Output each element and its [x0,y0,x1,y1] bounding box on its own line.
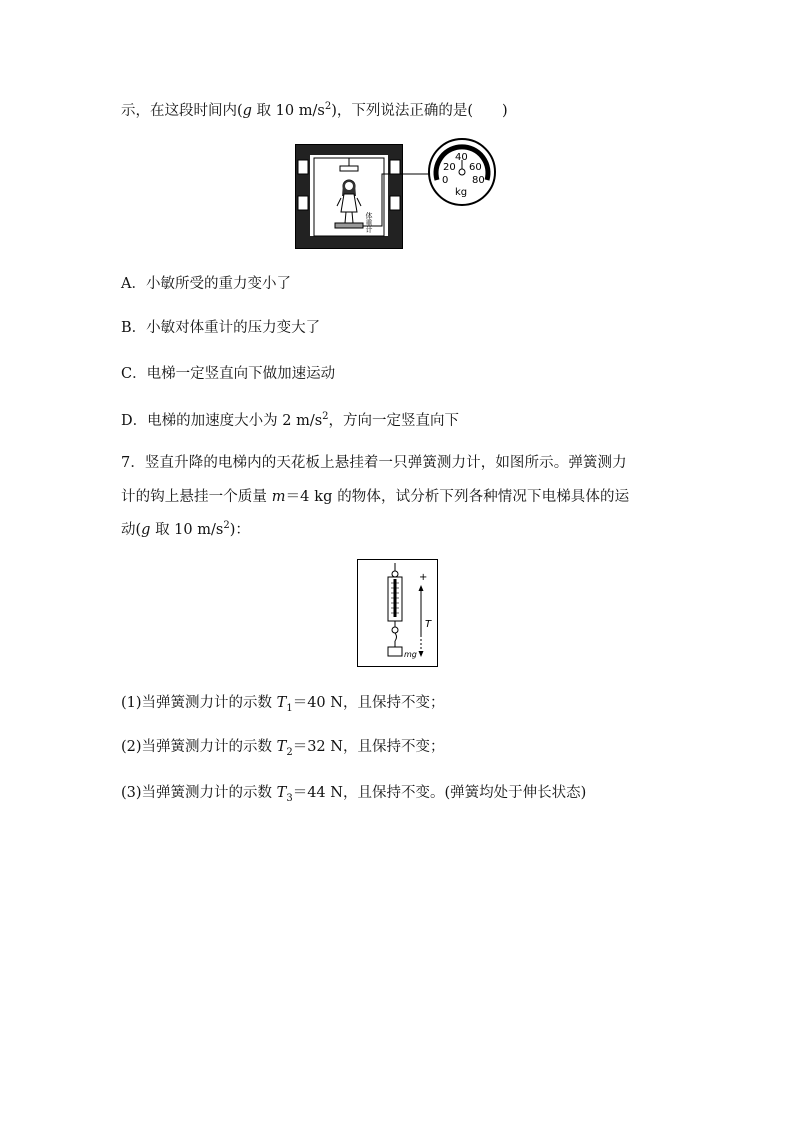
option-c: C．电梯一定竖直向下做加速运动 [121,366,336,382]
dial-tick-0: 0 [442,175,449,186]
elevator-scale-svg [294,138,500,250]
question-intro-line: 示，在这段时间内(g 取 10 $m/s^2$)，下列说法正确的是( ) [121,101,508,119]
dial-tick-20: 20 [443,162,456,173]
option-b: B．小敏对体重计的压力变大了 [121,320,321,336]
option-d: D．电梯的加速度大小为 2 $m/s^2$，方向一定竖直向下 [121,411,460,429]
positive-direction-label: + [419,572,428,583]
question-7-line-1: 7．竖直升降的电梯内的天花板上悬挂着一只弹簧测力计，如图所示。弹簧测力 [121,455,627,471]
dial-tick-80: 80 [472,175,485,186]
question-7-line-3: 动(g 取 10 $m/s^2$)： [121,520,250,538]
spring-balance-figure [357,559,438,667]
dial-unit: kg [455,187,468,198]
dial-tick-60: 60 [469,162,482,173]
spring-balance-svg [357,559,438,667]
sub-question-2: (2)当弹簧测力计的示数 $T_2=32$ N，且保持不变； [121,739,445,758]
option-a: A．小敏所受的重力变小了 [121,276,291,292]
sub-question-3: (3)当弹簧测力计的示数 $T_3=44$ N，且保持不变。(弹簧均处于伸长状态) [121,785,587,804]
question-7-line-2: 计的钩上悬挂一个质量 m＝4 kg 的物体，试分析下列各种情况下电梯具体的运 [121,489,630,505]
dial-tick-40: 40 [455,152,468,163]
weight-label: mg [404,650,417,659]
sub-question-1: (1)当弹簧测力计的示数 $T_1=40$ N，且保持不变； [121,695,445,714]
scale-label: 体重计 [365,212,373,233]
tension-label: T [425,619,432,630]
elevator-scale-figure [294,138,500,250]
